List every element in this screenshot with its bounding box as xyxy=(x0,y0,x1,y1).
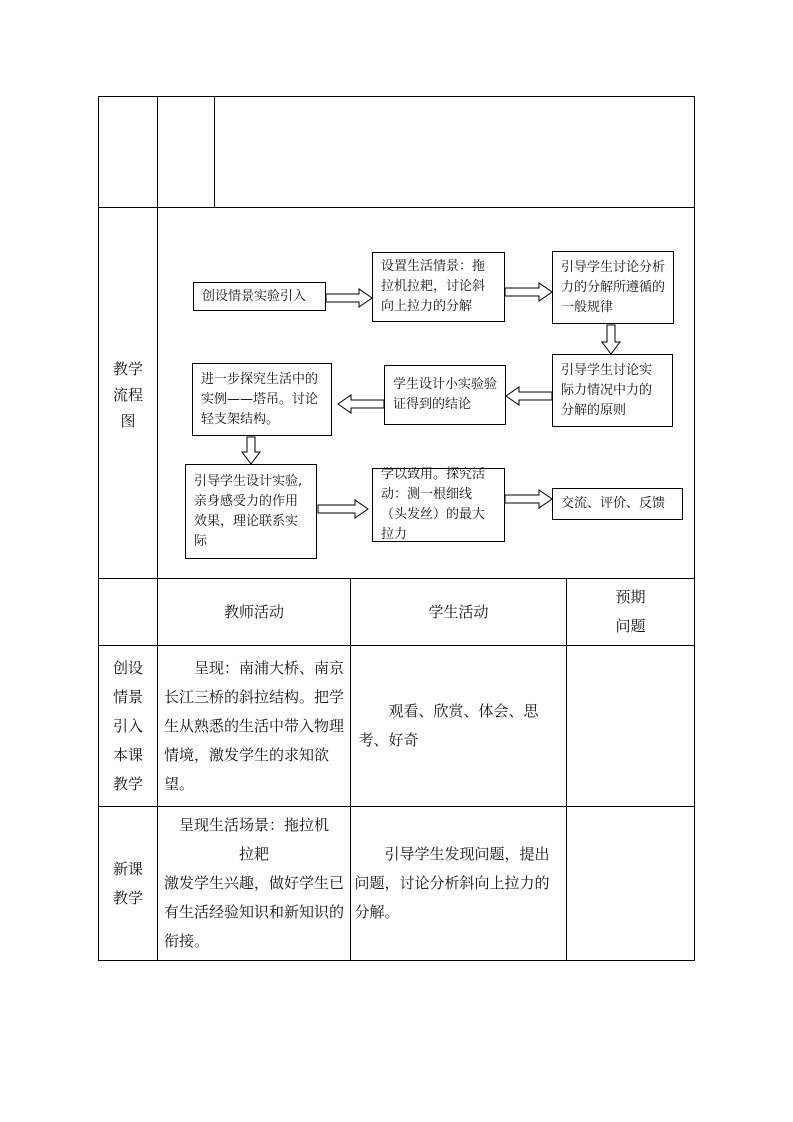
arrow-right-4 xyxy=(505,490,552,508)
arrow-left-2 xyxy=(338,395,384,413)
arrow-right-2 xyxy=(505,283,552,301)
row-intro-label: 创设情景引入本课教学 xyxy=(112,658,143,793)
row-intro-expected xyxy=(567,646,694,806)
arrow-left-1 xyxy=(506,387,552,405)
arrow-right-1 xyxy=(326,289,372,307)
arrow-right-3 xyxy=(318,500,368,518)
flow-chart-label: 教学流程图 xyxy=(112,360,143,430)
header-expected-issues: 预期问题 xyxy=(615,588,646,635)
flow-box-design-experiment: 引导学生设计实验,亲身感受力的作用效果，理论联系实际 xyxy=(185,464,317,559)
row-intro-teacher: 呈现：南浦大桥、南京长江三桥的斜拉结构。把学生从熟悉的生活中带入物理情境，激发学生的求知欲望。 xyxy=(164,658,345,793)
flow-box-life-scene: 设置生活情景：拖拉机拉耙，讨论斜向上拉力的分解 xyxy=(372,252,505,322)
row-new-lesson-label: 新课教学 xyxy=(112,859,143,907)
flow-box-decomposition-principle: 引导学生讨论实际力情况中力的分解的原则 xyxy=(552,354,673,427)
arrow-down-1 xyxy=(602,325,620,354)
arrow-down-2 xyxy=(242,437,260,464)
header-student-activity: 学生活动 xyxy=(428,602,489,621)
row-new-lesson-expected xyxy=(567,807,694,960)
flow-box-apply-knowledge: 学以致用。探究活动：测一根细线（头发丝）的最大拉力 xyxy=(372,468,505,542)
flow-box-general-rule: 引导学生讨论分析力的分解所遵循的一般规律 xyxy=(552,251,674,324)
flow-box-student-experiment: 学生设计小实验验证得到的结论 xyxy=(384,365,506,425)
header-teacher-activity: 教师活动 xyxy=(223,602,284,621)
flow-box-feedback: 交流、评价、反馈 xyxy=(552,488,683,520)
row-intro-student: 观看、欣赏、体会、思考、好奇 xyxy=(358,702,539,749)
flow-box-intro: 创设情景实验引入 xyxy=(193,282,326,311)
row-new-lesson-teacher: 呈现生活场景：拖拉机拉耙 激发学生兴趣，做好学生已有生活经验知识和新知识的衔接。 xyxy=(164,816,345,950)
row-new-lesson-student: 引导学生发现问题，提出问题，讨论分析斜向上拉力的分解。 xyxy=(354,845,550,921)
flow-box-tower-crane: 进一步探究生活中的实例——塔吊。讨论轻支架结构。 xyxy=(192,363,332,436)
